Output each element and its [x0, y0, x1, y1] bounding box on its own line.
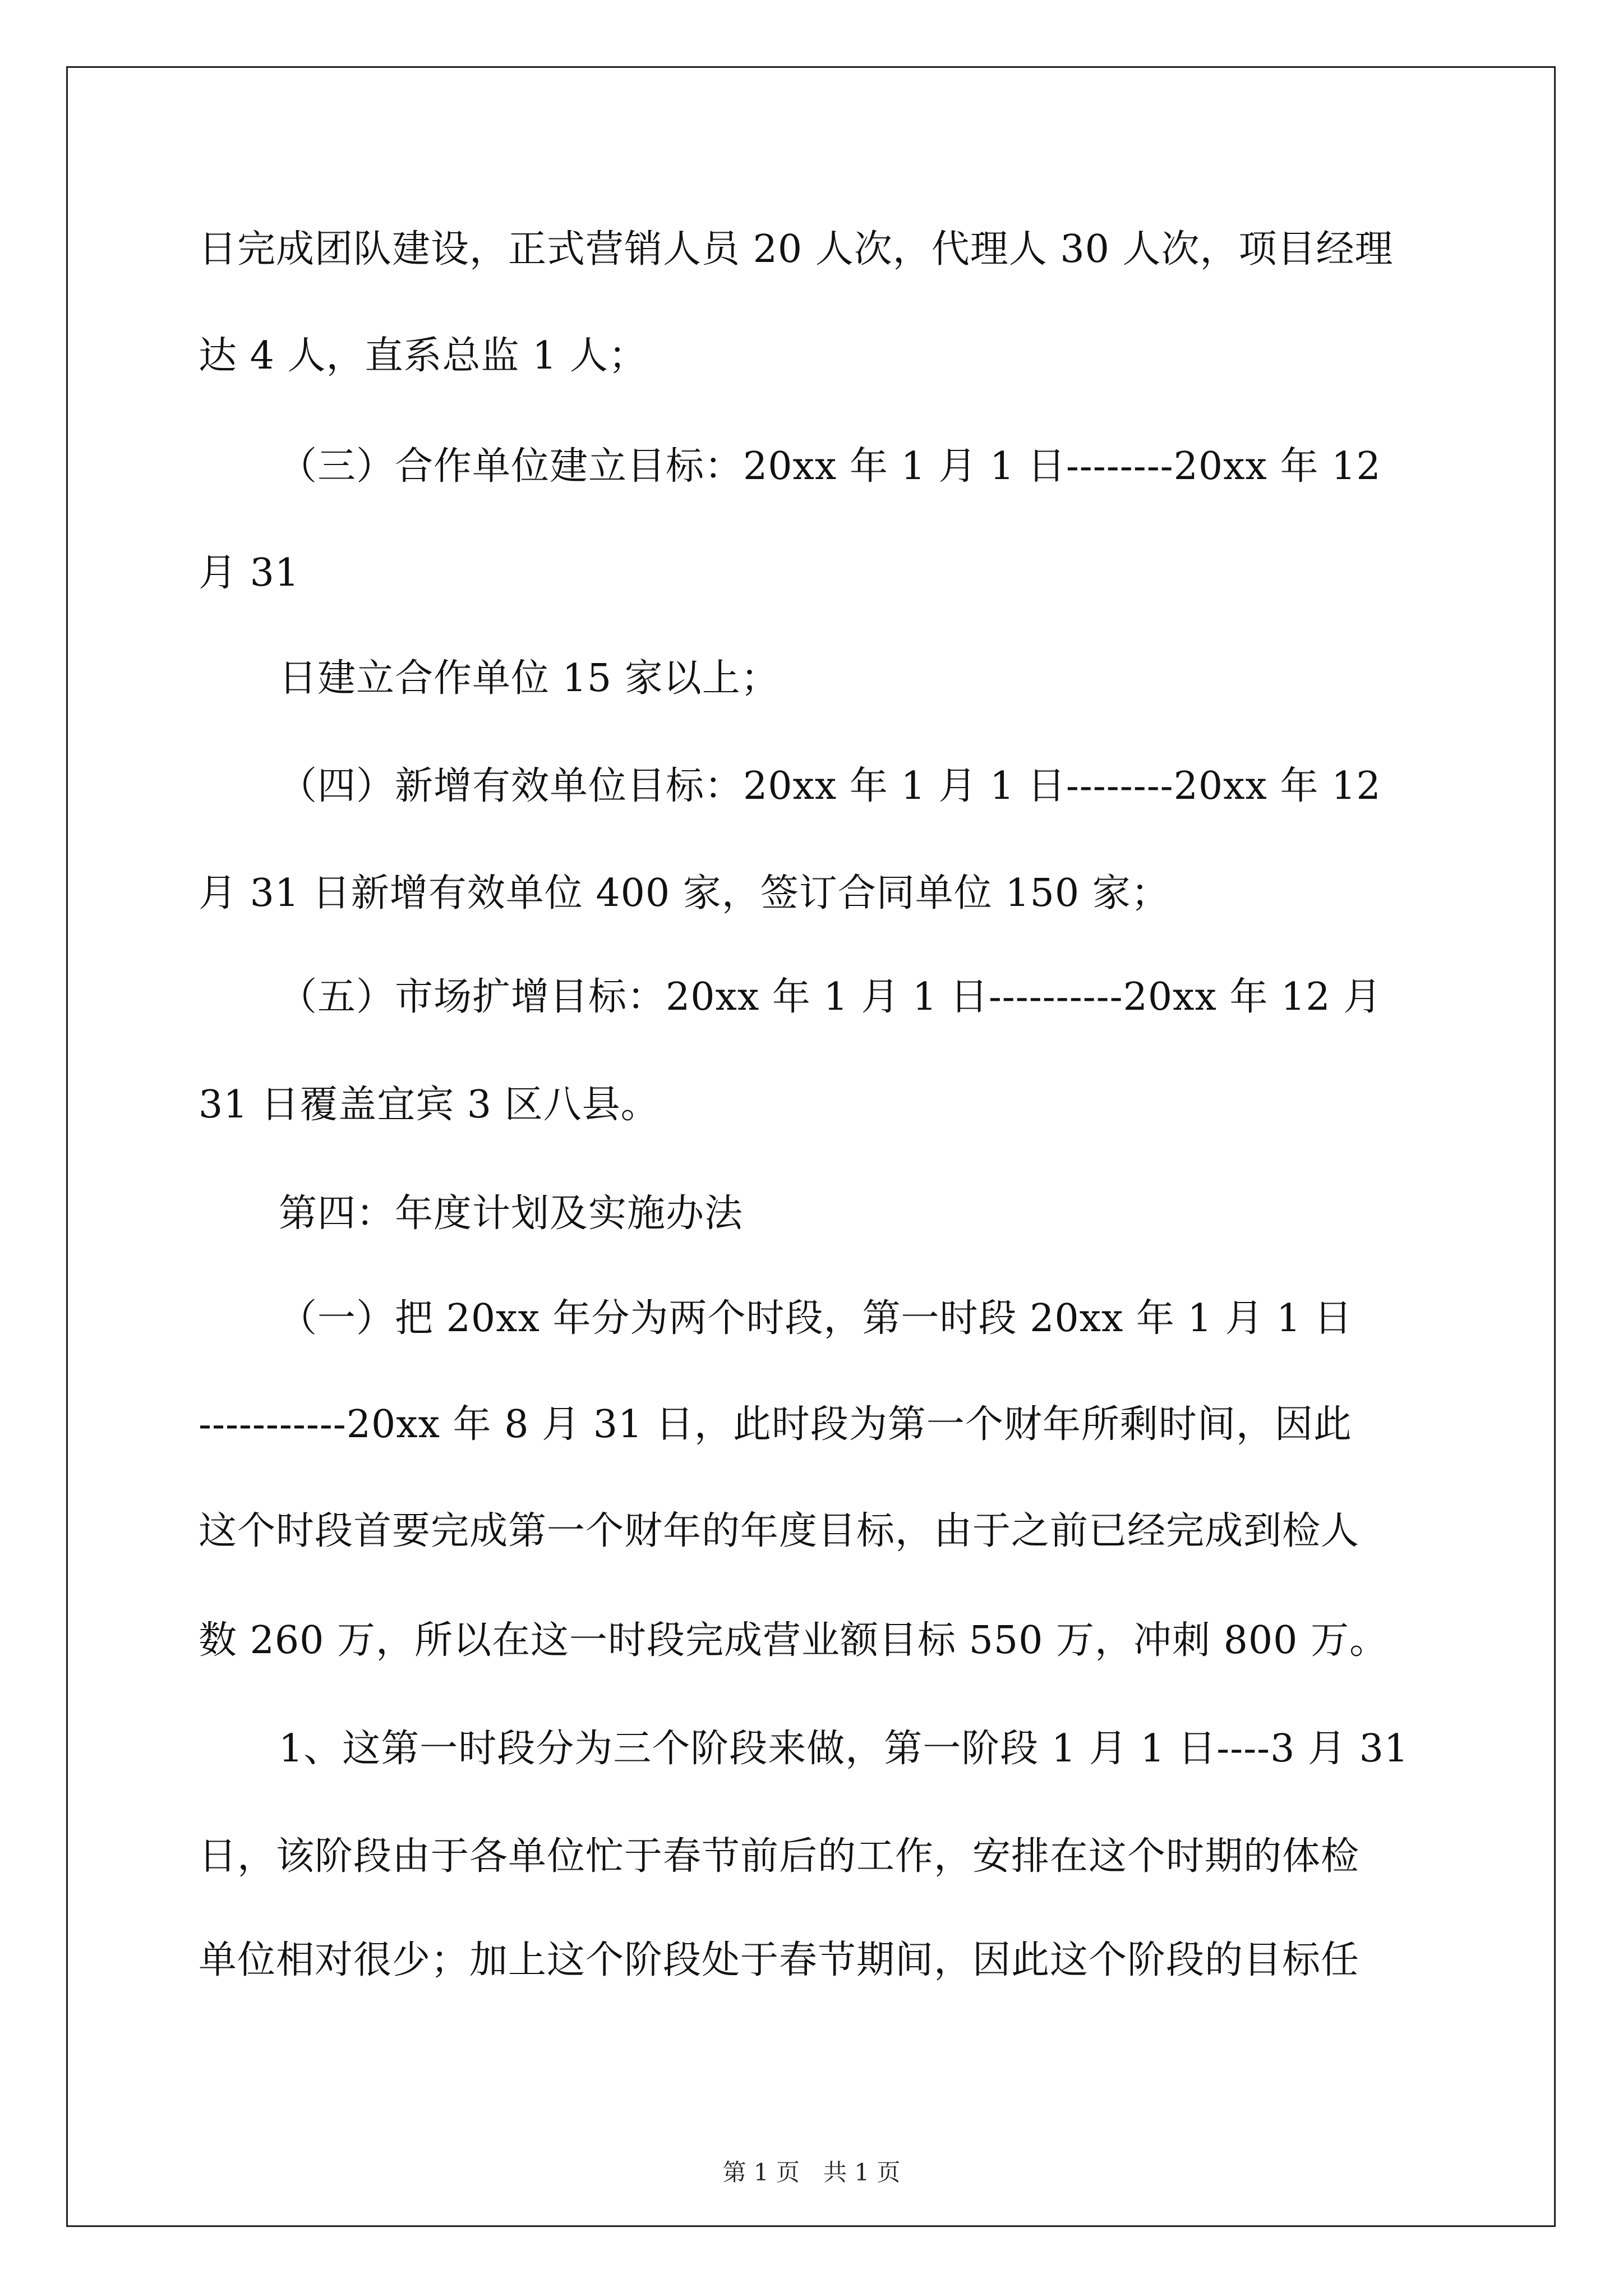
text-line: 这个时段首要完成第一个财年的年度目标，由于之前已经完成到检人 — [199, 1509, 1360, 1553]
text-line: 日，该阶段由于各单位忙于春节前后的工作，安排在这个时期的体检 — [199, 1834, 1360, 1879]
text-line: 单位相对很少；加上这个阶段处于春节期间，因此这个阶段的目标任 — [199, 1938, 1360, 1982]
text-line: 第四：年度计划及实施办法 — [279, 1191, 744, 1236]
text-line: 月 31 — [199, 551, 300, 595]
text-line: 达 4 人，直系总监 1 人； — [199, 334, 647, 378]
text-line: （四）新增有效单位目标：20xx 年 1 月 1 日--------20xx 年 12 — [279, 764, 1381, 808]
text-line: （五）市场扩增目标：20xx 年 1 月 1 日----------20xx 年 12 月 — [279, 975, 1382, 1019]
text-line: 数 260 万，所以在这一时段完成营业额目标 550 万，冲刺 800 万。 — [199, 1618, 1389, 1663]
text-line: 日建立合作单位 15 家以上； — [279, 656, 780, 701]
text-line: （三）合作单位建立目标：20xx 年 1 月 1 日--------20xx 年 12 — [279, 444, 1381, 489]
text-line: -----------20xx 年 8 月 31 日，此时段为第一个财年所剩时间，因此 — [199, 1402, 1352, 1447]
text-line: （一）把 20xx 年分为两个时段，第一时段 20xx 年 1 月 1 日 — [279, 1296, 1353, 1341]
page-footer: 第 1 页 共 1 页 — [722, 2159, 901, 2186]
text-line: 月 31 日新增有效单位 400 家，签订合同单位 150 家； — [199, 871, 1170, 915]
text-line: 日完成团队建设，正式营销人员 20 人次，代理人 30 人次，项目经理 — [199, 227, 1394, 272]
page-border — [66, 66, 1556, 2227]
text-line: 1、这第一时段分为三个阶段来做，第一阶段 1 月 1 日----3 月 31 — [279, 1727, 1409, 1771]
text-line: 31 日覆盖宜宾 3 区八县。 — [199, 1083, 660, 1127]
